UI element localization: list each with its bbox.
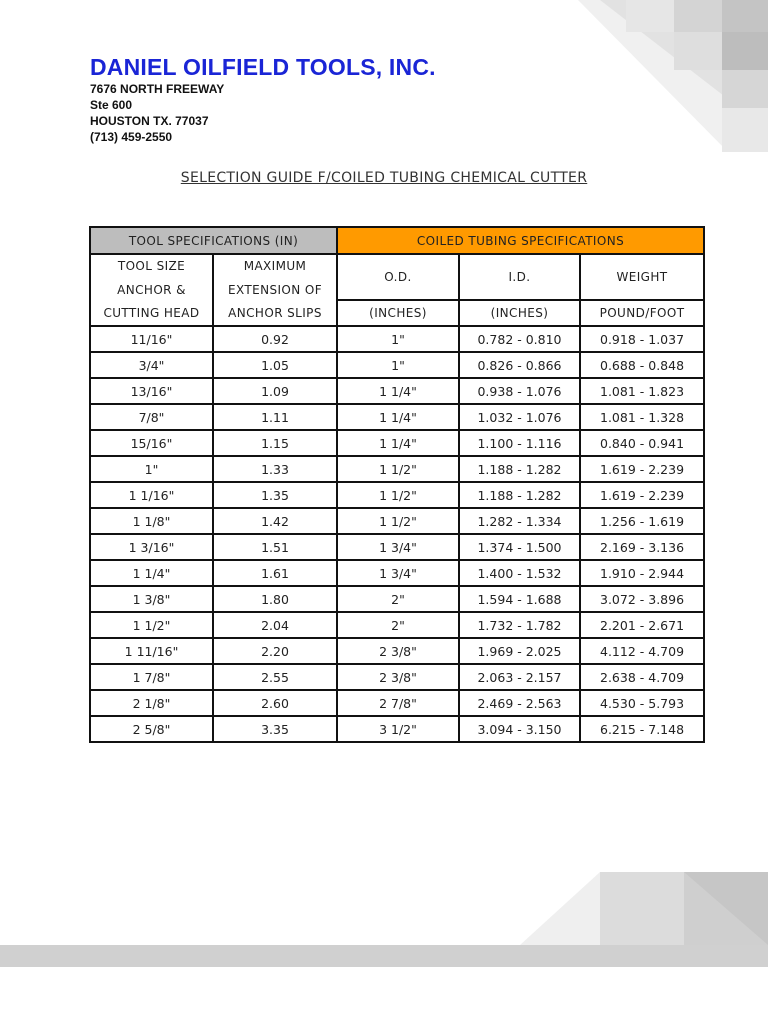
cell-od: 1 3/4"	[337, 534, 459, 560]
cell-max-extension: 2.55	[213, 664, 337, 690]
cell-weight: 0.840 - 0.941	[580, 430, 704, 456]
cell-tool-size: 1"	[90, 456, 213, 482]
cell-tool-size: 1 11/16"	[90, 638, 213, 664]
cell-max-extension: 1.33	[213, 456, 337, 482]
cell-od: 3 1/2"	[337, 716, 459, 742]
company-address	[90, 81, 224, 145]
cell-id: 1.374 - 1.500	[459, 534, 580, 560]
table-row	[90, 586, 704, 612]
cell-weight: 2.169 - 3.136	[580, 534, 704, 560]
address-line-street: 7676 NORTH FREEWAY	[90, 82, 225, 96]
col-od-units: (INCHES)	[337, 300, 459, 326]
table-row	[90, 404, 704, 430]
cell-max-extension: 2.04	[213, 612, 337, 638]
cell-od: 2"	[337, 586, 459, 612]
cell-id: 1.594 - 1.688	[459, 586, 580, 612]
cell-max-extension: 1.11	[213, 404, 337, 430]
address-line-phone: (713) 459-2550	[90, 130, 173, 144]
group-header-row	[90, 227, 704, 254]
cell-id: 1.969 - 2.025	[459, 638, 580, 664]
coiled-tubing-specifications-header: COILED TUBING SPECIFICATIONS	[337, 227, 704, 254]
cell-od: 1"	[337, 352, 459, 378]
cell-id: 2.469 - 2.563	[459, 690, 580, 716]
col-id-units: (INCHES)	[459, 300, 580, 326]
cell-id: 1.400 - 1.532	[459, 560, 580, 586]
col-weight-header: WEIGHT	[580, 254, 704, 300]
cell-od: 1 1/4"	[337, 378, 459, 404]
selection-guide-table	[89, 226, 705, 743]
cell-tool-size: 2 5/8"	[90, 716, 213, 742]
table-row	[90, 638, 704, 664]
cell-max-extension: 1.61	[213, 560, 337, 586]
table-row	[90, 612, 704, 638]
cell-max-extension: 1.42	[213, 508, 337, 534]
cell-weight: 1.910 - 2.944	[580, 560, 704, 586]
cell-id: 0.782 - 0.810	[459, 326, 580, 352]
cell-max-extension: 1.09	[213, 378, 337, 404]
cell-id: 1.188 - 1.282	[459, 482, 580, 508]
cell-max-extension: 2.60	[213, 690, 337, 716]
cell-weight: 0.688 - 0.848	[580, 352, 704, 378]
cell-od: 1"	[337, 326, 459, 352]
table-row	[90, 664, 704, 690]
cell-weight: 2.201 - 2.671	[580, 612, 704, 638]
guide-title: SELECTION GUIDE F/COILED TUBING CHEMICAL CUTTER	[180, 170, 588, 186]
cell-weight: 0.918 - 1.037	[580, 326, 704, 352]
cell-tool-size: 11/16"	[90, 326, 213, 352]
cell-id: 0.938 - 1.076	[459, 378, 580, 404]
cell-tool-size: 7/8"	[90, 404, 213, 430]
column-header-row-2	[90, 300, 704, 326]
cell-max-extension: 3.35	[213, 716, 337, 742]
cell-tool-size: 1 3/8"	[90, 586, 213, 612]
table-row	[90, 534, 704, 560]
company-name: DANIEL OILFIELD TOOLS, INC.	[90, 54, 436, 80]
table-row	[90, 352, 704, 378]
table-row	[90, 690, 704, 716]
cell-max-extension: 1.05	[213, 352, 337, 378]
cell-od: 2 7/8"	[337, 690, 459, 716]
cell-id: 1.100 - 1.116	[459, 430, 580, 456]
cell-max-extension: 1.80	[213, 586, 337, 612]
cell-max-extension: 1.51	[213, 534, 337, 560]
cell-od: 1 3/4"	[337, 560, 459, 586]
cell-id: 1.282 - 1.334	[459, 508, 580, 534]
cell-id: 1.188 - 1.282	[459, 456, 580, 482]
cell-od: 2 3/8"	[337, 638, 459, 664]
table-row	[90, 378, 704, 404]
cell-od: 2"	[337, 612, 459, 638]
cell-max-extension: 0.92	[213, 326, 337, 352]
cell-tool-size: 1 1/4"	[90, 560, 213, 586]
table-row	[90, 508, 704, 534]
table-row	[90, 560, 704, 586]
cell-od: 1 1/2"	[337, 482, 459, 508]
cell-weight: 1.081 - 1.823	[580, 378, 704, 404]
col-id-header: I.D.	[459, 254, 580, 300]
cell-tool-size: 1 3/16"	[90, 534, 213, 560]
table-row	[90, 482, 704, 508]
cell-tool-size: 1 1/16"	[90, 482, 213, 508]
col-tool-size-line-1: TOOL SIZE	[117, 258, 186, 273]
cell-max-extension: 2.20	[213, 638, 337, 664]
table-row	[90, 456, 704, 482]
bottom-bar-decoration	[0, 945, 768, 967]
cell-weight: 2.638 - 4.709	[580, 664, 704, 690]
cell-weight: 6.215 - 7.148	[580, 716, 704, 742]
cell-max-extension: 1.15	[213, 430, 337, 456]
cell-od: 1 1/4"	[337, 430, 459, 456]
cell-id: 1.032 - 1.076	[459, 404, 580, 430]
cell-tool-size: 1 7/8"	[90, 664, 213, 690]
cell-tool-size: 1 1/8"	[90, 508, 213, 534]
address-line-suite: Ste 600	[90, 98, 133, 112]
cell-tool-size: 15/16"	[90, 430, 213, 456]
address-line-city: HOUSTON TX. 77037	[90, 114, 209, 128]
cell-od: 1 1/2"	[337, 508, 459, 534]
col-max-extension-line-3: ANCHOR SLIPS	[213, 300, 337, 326]
cell-max-extension: 1.35	[213, 482, 337, 508]
cell-id: 0.826 - 0.866	[459, 352, 580, 378]
col-weight-units: POUND/FOOT	[580, 300, 704, 326]
column-header-row-1	[90, 254, 704, 300]
table-body	[90, 326, 704, 742]
col-tool-size-header	[90, 254, 213, 300]
table-row	[90, 326, 704, 352]
cell-tool-size: 13/16"	[90, 378, 213, 404]
col-tool-size-line-3: CUTTING HEAD	[90, 300, 213, 326]
col-max-extension-header	[213, 254, 337, 300]
cell-id: 3.094 - 3.150	[459, 716, 580, 742]
cell-weight: 1.081 - 1.328	[580, 404, 704, 430]
cell-weight: 1.256 - 1.619	[580, 508, 704, 534]
cell-id: 1.732 - 1.782	[459, 612, 580, 638]
cell-weight: 3.072 - 3.896	[580, 586, 704, 612]
tool-specifications-header: TOOL SPECIFICATIONS (IN)	[90, 227, 337, 254]
col-od-header: O.D.	[337, 254, 459, 300]
cell-od: 2 3/8"	[337, 664, 459, 690]
cell-weight: 4.112 - 4.709	[580, 638, 704, 664]
col-max-extension-line-2: EXTENSION OF	[227, 282, 323, 297]
cell-tool-size: 3/4"	[90, 352, 213, 378]
cell-tool-size: 1 1/2"	[90, 612, 213, 638]
table-row	[90, 716, 704, 742]
cell-id: 2.063 - 2.157	[459, 664, 580, 690]
cell-tool-size: 2 1/8"	[90, 690, 213, 716]
col-max-extension-line-1: MAXIMUM	[243, 258, 307, 273]
col-tool-size-line-2: ANCHOR &	[117, 282, 186, 297]
cell-weight: 4.530 - 5.793	[580, 690, 704, 716]
cell-weight: 1.619 - 2.239	[580, 482, 704, 508]
table-row	[90, 430, 704, 456]
cell-od: 1 1/4"	[337, 404, 459, 430]
cell-weight: 1.619 - 2.239	[580, 456, 704, 482]
cell-od: 1 1/2"	[337, 456, 459, 482]
